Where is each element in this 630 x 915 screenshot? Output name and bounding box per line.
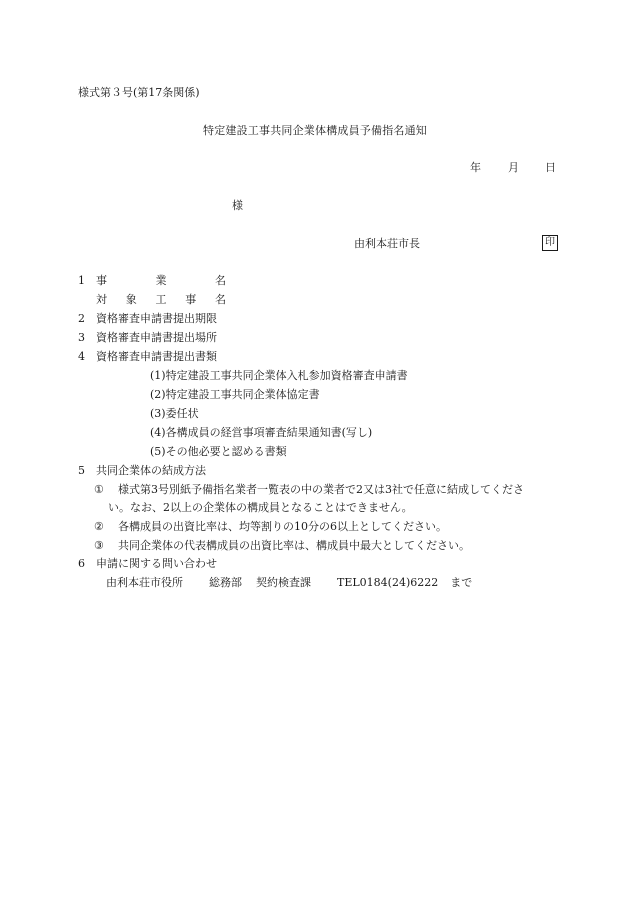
rule-mark: ③ <box>94 539 104 552</box>
rule-text: 様式第3号別紙予備指名業者一覧表の中の業者で2又は3社で任意に結成してくださ <box>118 483 524 496</box>
rule-mark: ① <box>94 483 104 496</box>
document-list-item: (3)委任状 <box>150 407 199 420</box>
item-label: 申請に関する問い合わせ <box>96 557 217 570</box>
form-number: 様式第３号(第17条関係) <box>78 86 200 99</box>
item-number: 4 <box>78 350 85 363</box>
item-number: 6 <box>78 557 85 570</box>
date-day: 日 <box>545 161 556 174</box>
date-year: 年 <box>470 161 481 174</box>
contact-tel: TEL0184(24)6222 <box>337 576 439 589</box>
item-number: 5 <box>78 464 85 477</box>
contact-division: 契約検査課 <box>256 576 311 589</box>
document-list-item: (1)特定建設工事共同企業体入札参加資格審査申請書 <box>150 369 408 382</box>
item-label: 共同企業体の結成方法 <box>96 464 206 477</box>
item-project-name <box>78 275 226 286</box>
item-number: 2 <box>78 312 85 325</box>
contact-department: 総務部 <box>209 576 242 589</box>
section-formation-method <box>78 465 206 476</box>
rule-text: 共同企業体の代表構成員の出資比率は、構成員中最大としてください。 <box>118 539 470 552</box>
rule-item <box>94 484 524 495</box>
rule-item <box>94 540 470 551</box>
item-label: 資格審査申請書提出書類 <box>96 350 217 363</box>
document-list-item: (5)その他必要と認める書類 <box>150 445 287 458</box>
item-location <box>78 332 217 343</box>
seal-mark: 印 <box>542 235 558 251</box>
item-label: 対 象 工 事 名 <box>96 293 226 306</box>
item-number: 3 <box>78 331 85 344</box>
item-label: 資格審査申請書提出場所 <box>96 331 217 344</box>
item-deadline <box>78 313 217 324</box>
document-list-item: (2)特定建設工事共同企業体協定書 <box>150 388 320 401</box>
contact-line <box>106 577 472 588</box>
addressee-suffix: 様 <box>232 199 243 212</box>
date-month: 月 <box>508 161 519 174</box>
section-inquiry <box>78 558 217 569</box>
document-title: 特定建設工事共同企業体構成員予備指名通知 <box>203 124 427 137</box>
item-documents <box>78 351 217 362</box>
rule-continuation: い。なお、2以上の企業体の構成員となることはできません。 <box>108 501 413 514</box>
contact-office: 由利本荘市役所 <box>106 576 183 589</box>
date-line <box>470 162 556 173</box>
rule-item <box>94 521 447 532</box>
item-label: 事 業 名 <box>96 274 226 287</box>
rule-text: 各構成員の出資比率は、均等割りの10分の6以上としてください。 <box>118 520 447 533</box>
contact-suffix: まで <box>450 576 473 589</box>
item-number: 1 <box>78 274 85 287</box>
document-list-item: (4)各構成員の経営事項審査結果通知書(写し) <box>150 426 373 439</box>
sender-name: 由利本荘市長 <box>354 237 420 250</box>
item-label: 資格審査申請書提出期限 <box>96 312 217 325</box>
rule-mark: ② <box>94 520 104 533</box>
item-target-work-name <box>78 294 226 305</box>
